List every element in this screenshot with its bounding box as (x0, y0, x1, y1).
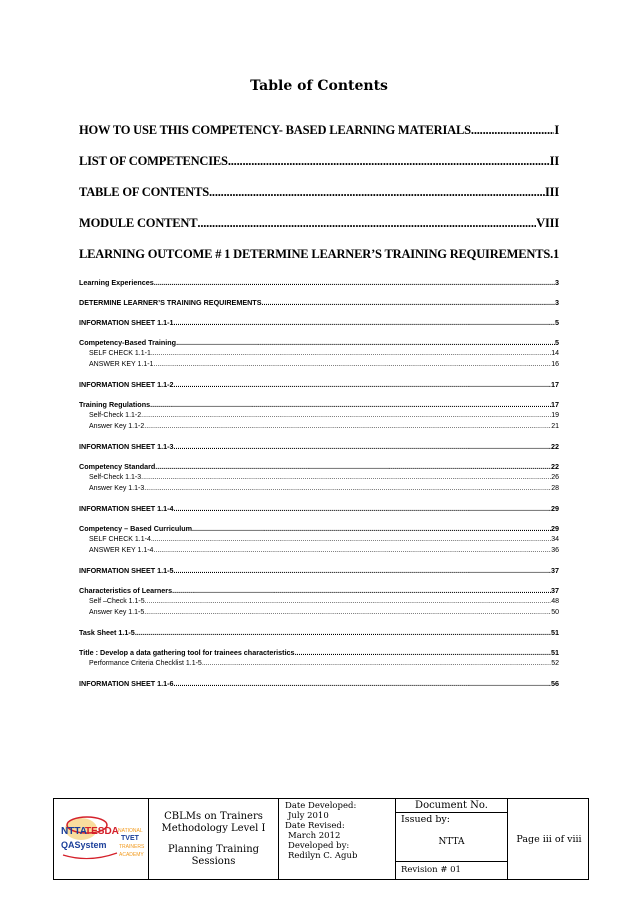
date-developed: July 2010 (288, 811, 329, 821)
toc-entry-title: INFORMATION SHEET 1.1-4 (79, 504, 174, 513)
toc-subsub-entry[interactable] (79, 483, 559, 494)
svg-text:NATIONAL: NATIONAL (118, 828, 143, 834)
toc-entry-page: 28 (551, 485, 559, 492)
date-developed-label: Date Developed: (285, 801, 357, 811)
document-no-label: Document No. (396, 800, 507, 813)
toc-entry-page: II (549, 154, 559, 168)
toc-entry-page: 17 (551, 400, 559, 409)
svg-text:ACADEMY: ACADEMY (119, 852, 144, 858)
issued-by-label: Issued by: (401, 814, 450, 825)
toc-leader-dots (197, 215, 536, 231)
toc-leader-dots (154, 277, 555, 288)
toc-subsub-entry[interactable] (79, 607, 559, 618)
toc-entry-page: 3 (555, 298, 559, 307)
toc-sub-entry[interactable] (79, 379, 559, 390)
toc-entry-page: 29 (551, 524, 559, 533)
svg-text:NTTA: NTTA (61, 826, 87, 837)
developed-by: Redilyn C. Agub (288, 851, 358, 861)
toc-sub-entry[interactable] (79, 585, 559, 596)
developed-by-label: Developed by: (288, 841, 350, 851)
toc-entry-title: Answer Key 1.1-5 (89, 609, 145, 616)
document-footer (53, 798, 589, 880)
toc-entry-page: 37 (551, 566, 559, 575)
revision-number: Revision # 01 (396, 861, 507, 880)
toc-entry-title: Competency-Based Training (79, 338, 177, 347)
toc-entry-title: Title : Develop a data gathering tool for trainees characteristics (79, 648, 295, 657)
toc-leader-dots (153, 545, 551, 556)
toc-leader-dots (141, 472, 551, 483)
page-number: Page iii of viii (516, 833, 582, 845)
toc-entry-title: Characteristics of Learners (79, 586, 173, 595)
toc-sub-entry[interactable] (79, 647, 559, 658)
toc-subsub-entry[interactable] (79, 658, 559, 669)
course-title-line2: Methodology Level I (161, 823, 266, 834)
toc-entry-title: Self –Check 1.1-5 (89, 598, 145, 605)
toc-leader-dots (202, 658, 551, 669)
toc-entry-title: SELF CHECK 1.1-1 (89, 350, 151, 357)
toc-subsub-entry[interactable] (79, 348, 559, 359)
toc-entry-title: LEARNING OUTCOME # 1 DETERMINE LEARNER’S TRAINING REQUIREMENTS (79, 247, 551, 261)
toc-entry-title: Competency – Based Curriculum (79, 524, 193, 533)
toc-entry-title: ANSWER KEY 1.1-4 (89, 547, 154, 554)
toc-entry-page: I (554, 123, 559, 137)
toc-leader-dots (141, 410, 551, 421)
toc-subsub-entry[interactable] (79, 410, 559, 421)
page-cell (508, 799, 590, 879)
document-info-cell (396, 799, 508, 879)
toc-entry-page: 17 (551, 380, 559, 389)
logo-cell (54, 799, 149, 879)
toc-sub-entry[interactable] (79, 461, 559, 472)
toc-sub-entry[interactable] (79, 441, 559, 452)
toc-entry-page: 50 (551, 609, 559, 616)
toc-sub-entry[interactable] (79, 337, 559, 348)
toc-leader-dots (174, 441, 551, 452)
toc-entry-page: 19 (551, 412, 559, 419)
toc-leader-dots (135, 627, 551, 638)
toc-entry-title: SELF CHECK 1.1-4 (89, 536, 151, 543)
toc-entry-title: INFORMATION SHEET 1.1-1 (79, 318, 174, 327)
issued-by: NTTA (438, 837, 465, 847)
toc-main-entry[interactable] (79, 184, 559, 200)
toc-sub-entry[interactable] (79, 678, 559, 689)
toc-sub-entry[interactable] (79, 317, 559, 328)
toc-entry-page: 56 (551, 679, 559, 688)
toc-leader-dots (209, 184, 545, 200)
toc-entry-title: HOW TO USE THIS COMPETENCY- BASED LEARNING MATERIALS (79, 123, 471, 137)
toc-leader-dots (192, 523, 551, 534)
toc-main-entry[interactable] (79, 246, 559, 262)
toc-entry-page: VIII (536, 216, 559, 230)
toc-entry-page: 16 (551, 361, 559, 368)
toc-entry-title: Learning Experiences (79, 278, 154, 287)
course-title-line1: CBLMs on Trainers (164, 811, 263, 822)
toc-leader-dots (172, 585, 551, 596)
toc-entry-title: Answer Key 1.1-3 (89, 485, 145, 492)
toc-leader-dots (174, 379, 551, 390)
toc-leader-dots (295, 647, 551, 658)
toc-main-entries (79, 122, 559, 262)
toc-subsub-entry[interactable] (79, 359, 559, 370)
toc-entry-title: Performance Criteria Checklist 1.1-5 (89, 660, 202, 667)
toc-leader-dots (155, 461, 551, 472)
toc-entry-page: 36 (551, 547, 559, 554)
toc-entry-title: LIST OF COMPETENCIES (79, 154, 228, 168)
toc-leader-dots (144, 421, 551, 432)
toc-subsub-entry[interactable] (79, 596, 559, 607)
toc-entry-page: 29 (551, 504, 559, 513)
svg-text:TRAINERS: TRAINERS (119, 844, 145, 850)
page-title: Table of Contents (250, 78, 388, 94)
toc-leader-dots (174, 503, 551, 514)
toc-subsub-entry[interactable] (79, 472, 559, 483)
toc-leader-dots (150, 399, 551, 410)
toc-entry-title: DETERMINE LEARNER’S TRAINING REQUIREMENTS (79, 298, 262, 307)
toc-sub-entry[interactable] (79, 503, 559, 514)
toc-entry-title: Competency Standard (79, 462, 156, 471)
toc-entry-page: 21 (551, 423, 559, 430)
toc-leader-dots (174, 565, 551, 576)
toc-leader-dots (262, 297, 556, 308)
toc-main-entry[interactable] (79, 122, 559, 138)
toc-entry-page: 48 (551, 598, 559, 605)
toc-leader-dots (228, 153, 550, 169)
toc-sub-entry[interactable] (79, 565, 559, 576)
ntta-tesda-logo (59, 815, 145, 867)
toc-entry-page: 3 (555, 278, 559, 287)
toc-sub-entry[interactable] (79, 523, 559, 534)
toc-subsub-entry[interactable] (79, 545, 559, 556)
toc-entry-page: 14 (551, 350, 559, 357)
toc-main-entry[interactable] (79, 215, 559, 231)
toc-entry-page: III (545, 185, 559, 199)
toc-entry-page: 1 (552, 247, 559, 261)
toc-leader-dots (176, 337, 555, 348)
toc-sub-entry[interactable] (79, 399, 559, 410)
toc-leader-dots (471, 122, 554, 138)
toc-sub-entry[interactable] (79, 297, 559, 308)
toc-entry-page: 52 (551, 660, 559, 667)
toc-entry-page: 22 (551, 442, 559, 451)
toc-entry-page: 37 (551, 586, 559, 595)
dates-cell (279, 799, 396, 879)
toc-entry-title: Task Sheet 1.1-5 (79, 628, 135, 637)
toc-entry-title: INFORMATION SHEET 1.1-6 (79, 679, 174, 688)
toc-leader-dots (144, 607, 551, 618)
toc-entry-title: TABLE OF CONTENTS (79, 185, 209, 199)
toc-sub-entry[interactable] (79, 627, 559, 638)
toc-entry-page: 34 (551, 536, 559, 543)
toc-entry-page: 26 (551, 474, 559, 481)
svg-text:TVET: TVET (121, 835, 139, 842)
table-of-contents (79, 122, 559, 689)
toc-leader-dots (151, 534, 551, 545)
toc-entry-title: MODULE CONTENT (79, 216, 198, 230)
svg-text:TESDA: TESDA (85, 826, 119, 837)
toc-leader-dots (144, 483, 551, 494)
toc-entry-page: 51 (551, 628, 559, 637)
toc-entry-page: 5 (555, 338, 559, 347)
toc-entry-title: Self-Check 1.1-3 (89, 474, 142, 481)
toc-entry-page: 22 (551, 462, 559, 471)
toc-leader-dots (153, 359, 551, 370)
toc-subsub-entry[interactable] (79, 421, 559, 432)
toc-sub-entry[interactable] (79, 277, 559, 288)
toc-entry-title: INFORMATION SHEET 1.1-5 (79, 566, 174, 575)
toc-subsub-entry[interactable] (79, 534, 559, 545)
toc-leader-dots (145, 596, 552, 607)
module-title-cell (149, 799, 279, 879)
module-title-line1: Planning Training (167, 844, 260, 855)
module-title-line2: Sessions (191, 856, 236, 867)
toc-entry-page: 51 (551, 648, 559, 657)
date-revised-label: Date Revised: (285, 821, 345, 831)
toc-entry-title: ANSWER KEY 1.1-1 (89, 361, 154, 368)
toc-entry-page: 5 (555, 318, 559, 327)
toc-leader-dots (151, 348, 551, 359)
svg-text:QASystem: QASystem (61, 840, 107, 850)
toc-leader-dots (174, 678, 551, 689)
toc-sub-entries (79, 277, 559, 689)
date-revised: March 2012 (288, 831, 341, 841)
toc-entry-title: INFORMATION SHEET 1.1-3 (79, 442, 174, 451)
toc-leader-dots (174, 317, 555, 328)
toc-entry-title: Answer Key 1.1-2 (89, 423, 145, 430)
toc-main-entry[interactable] (79, 153, 559, 169)
toc-entry-title: INFORMATION SHEET 1.1-2 (79, 380, 174, 389)
toc-entry-title: Self-Check 1.1-2 (89, 412, 142, 419)
toc-entry-title: Training Regulations (79, 400, 151, 409)
